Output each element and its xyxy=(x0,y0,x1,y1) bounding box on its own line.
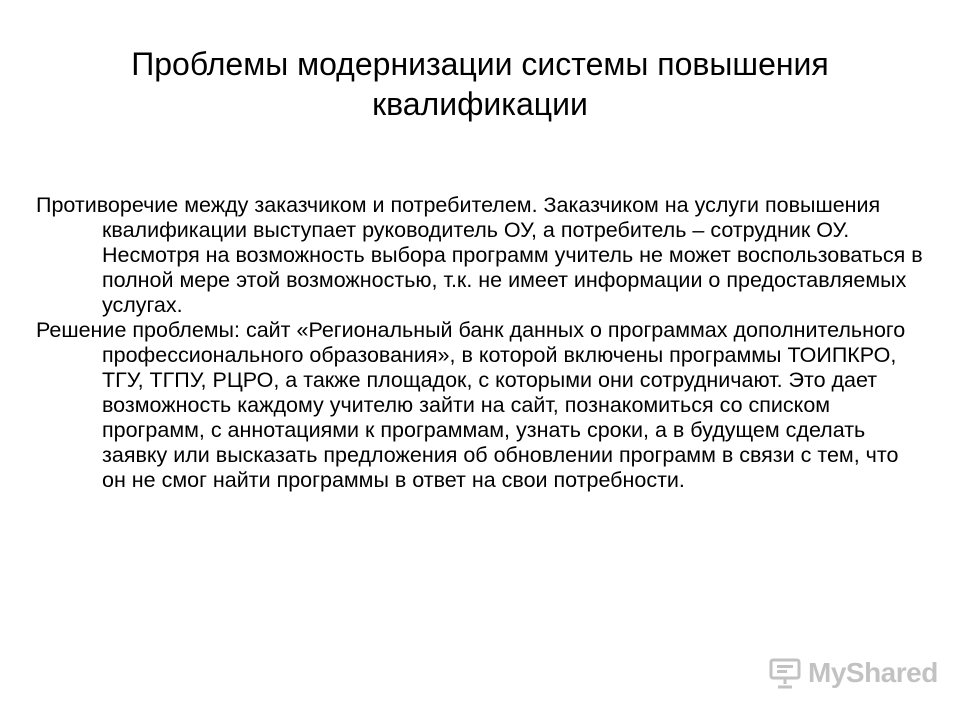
slide-title-line-2: квалификации xyxy=(372,86,588,122)
presentation-board-icon xyxy=(768,657,802,689)
watermark-logo xyxy=(768,656,938,690)
paragraph-solution: Решение проблемы: сайт «Региональный банк данных о программах дополнительного профессионального образования», в которой включены программы ТОИПКРО, ТГУ, ТГПУ, РЦРО, а также площадок, с которыми они сотрудничают. Это дает возможность каждому учителю зайти на сайт, познакомиться со списком программ, с аннотациями к программам, узнать сроки, а в будущем сделать заявку или высказать предложения об обновлении программ в связи с тем, что он не смог найти программы в ответ на свои потребности. xyxy=(36,318,906,492)
slide-title-line-1: Проблемы модернизации системы повышения xyxy=(131,46,829,82)
paragraph-contradiction: Противоречие между заказчиком и потребителем. Заказчиком на услуги повышения квалификации выступает руководитель ОУ, а потребитель – сотрудник ОУ. Несмотря на возможность выбора программ учитель не может воспользоваться в полной мере этой возможностью, т.к. не имеет информации о предоставляемых услугах. xyxy=(36,193,923,317)
watermark-text: MyShared xyxy=(808,657,938,688)
slide-body xyxy=(36,193,926,493)
slide-title xyxy=(60,44,900,124)
